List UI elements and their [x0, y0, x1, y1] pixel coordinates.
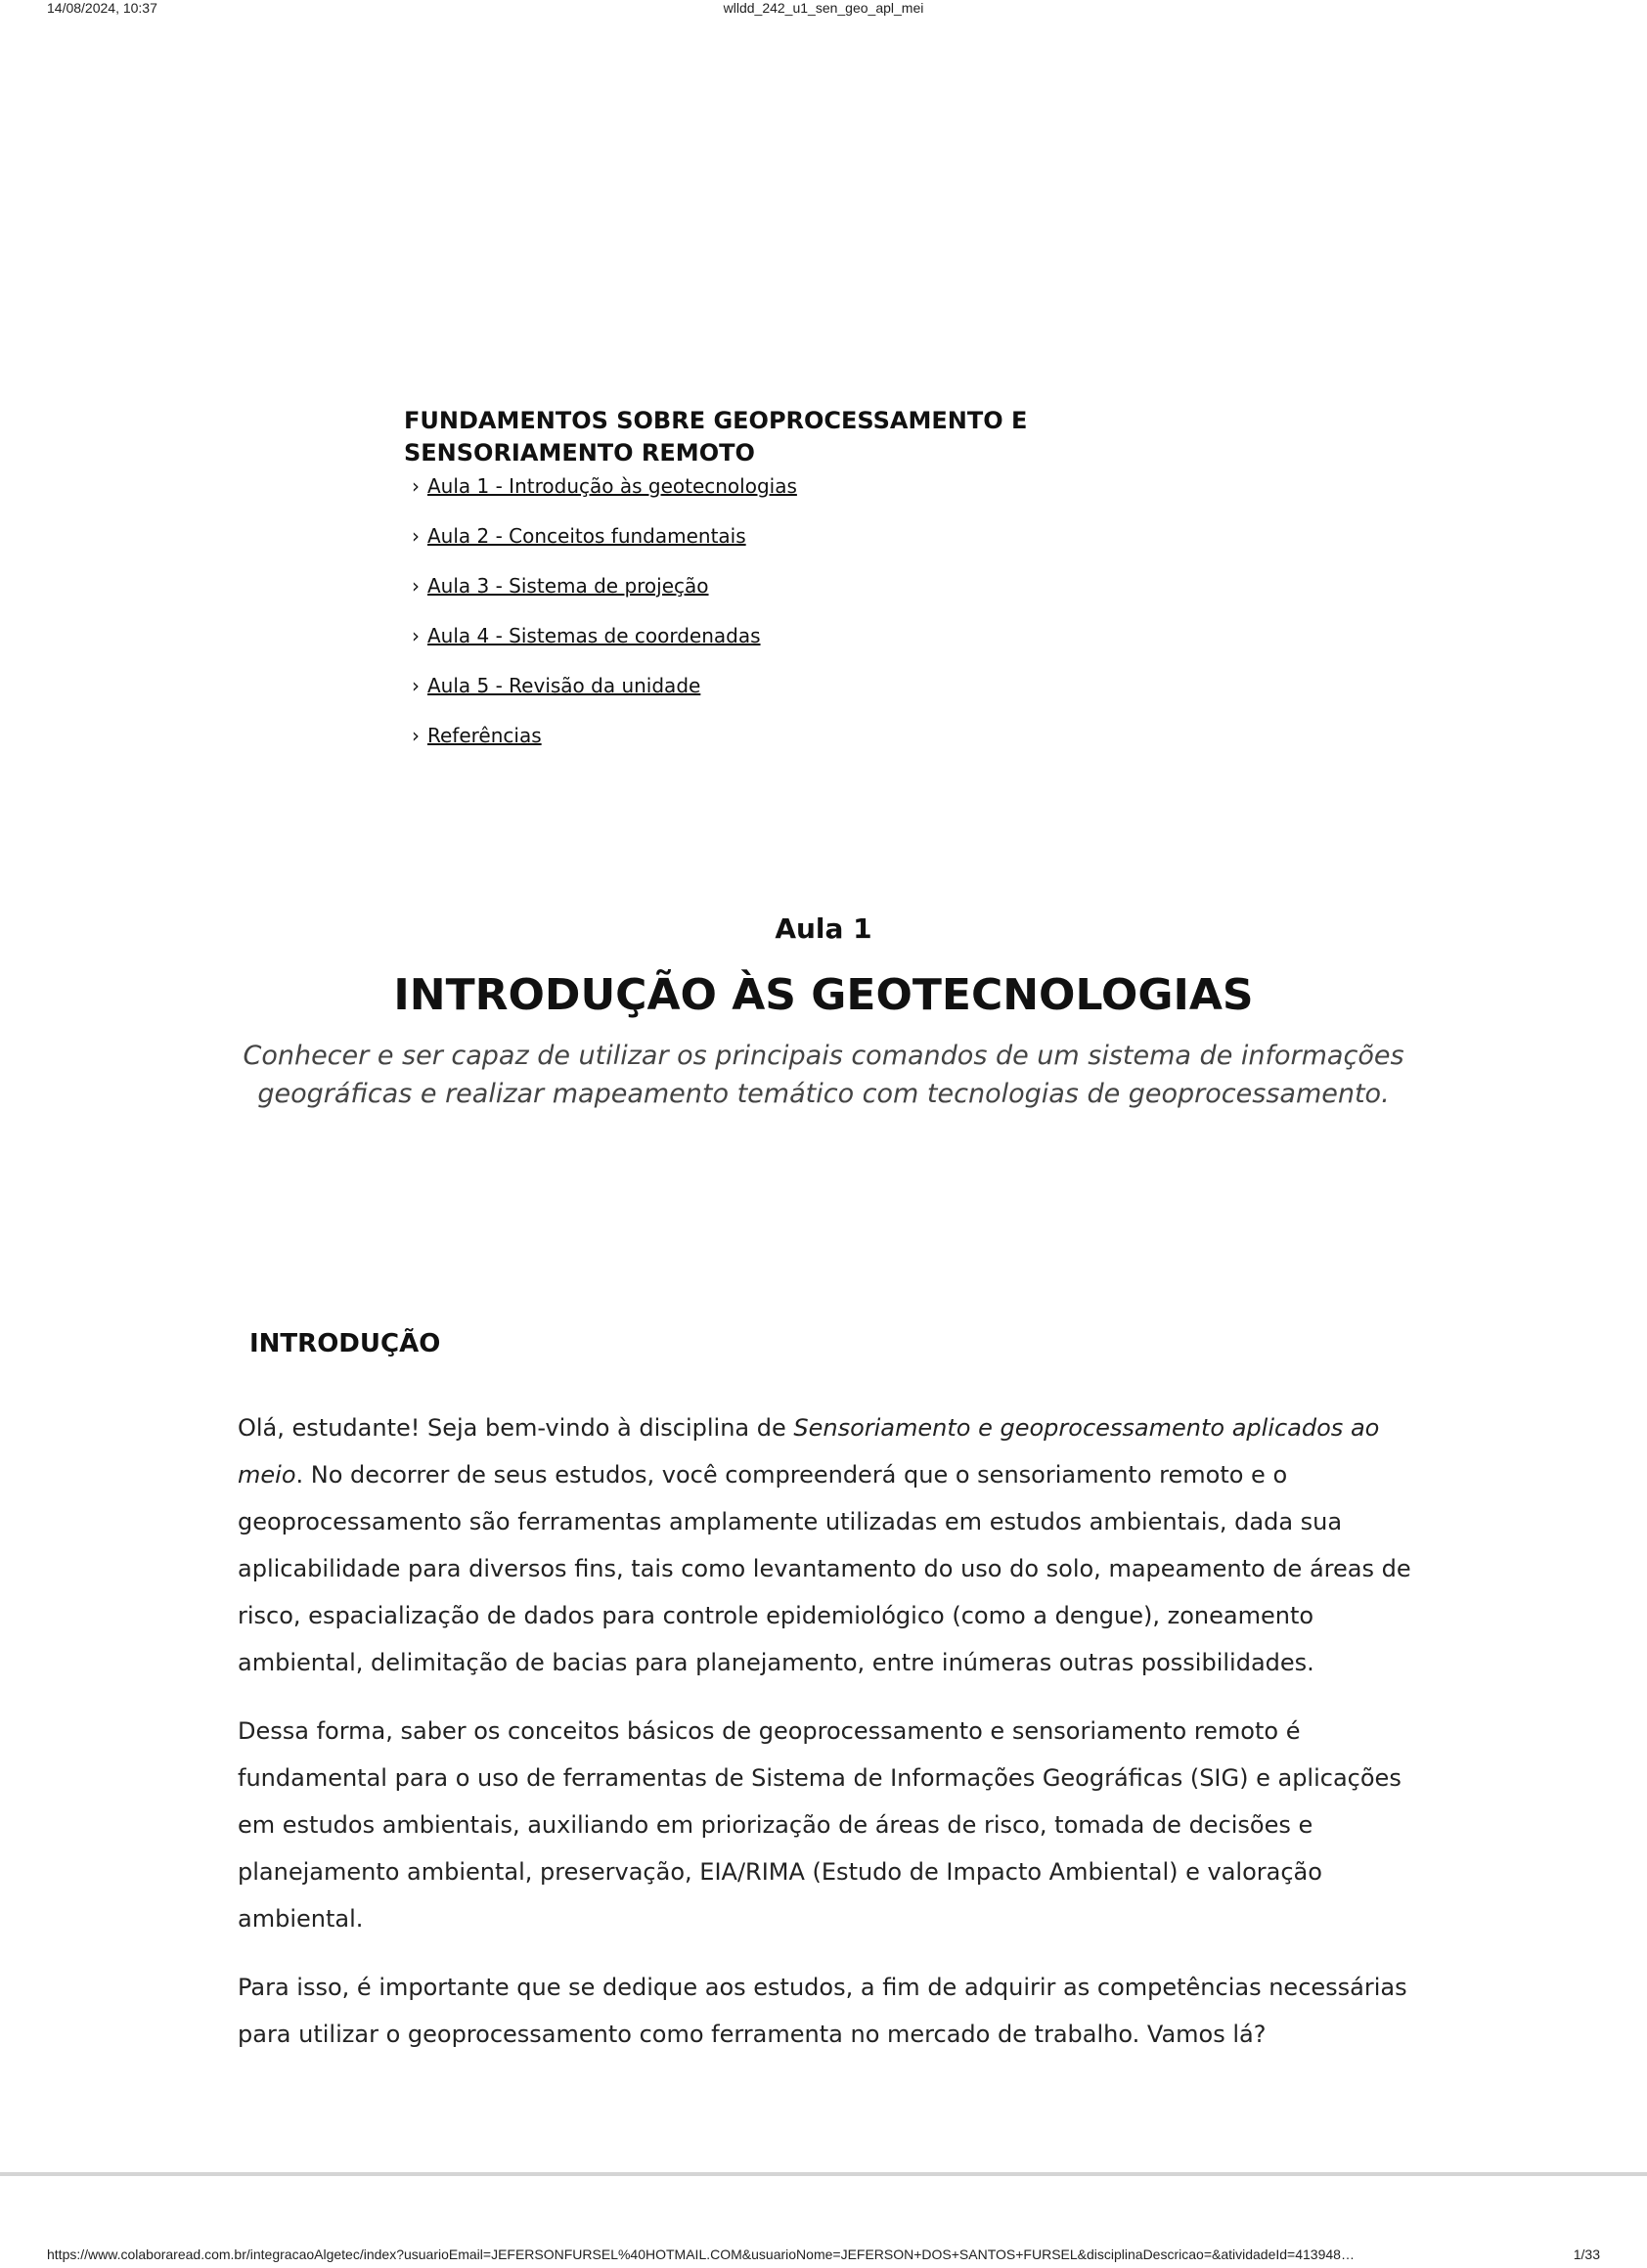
toc-item-aula-4[interactable]: [404, 623, 1284, 673]
course-name: Sensoriamento e geoprocessamento aplicados ao meio: [238, 1414, 1380, 1489]
table-of-contents: [404, 405, 1284, 773]
paragraph-1: [238, 1404, 1441, 1686]
chevron-right-icon: ›: [412, 474, 420, 498]
chevron-right-icon: ›: [412, 574, 420, 598]
chevron-right-icon: ›: [412, 624, 420, 647]
lesson-title: INTRODUÇÃO ÀS GEOTECNOLOGIAS: [393, 970, 1254, 1020]
toc-link-aula-3[interactable]: Aula 3 - Sistema de projeção: [427, 574, 709, 598]
footer-divider: [0, 2172, 1647, 2176]
print-footer: [0, 2246, 1647, 2266]
chevron-right-icon: ›: [412, 524, 420, 548]
section-heading: INTRODUÇÃO: [249, 1329, 441, 1358]
page-number: 1/33: [1573, 2246, 1600, 2262]
toc-list: [404, 473, 1284, 773]
print-doc-title: wlldd_242_u1_sen_geo_apl_mei: [723, 0, 924, 16]
toc-item-aula-1[interactable]: [404, 473, 1284, 523]
paragraph-2: Dessa forma, saber os conceitos básicos de geoprocessamento e sensoriamento remoto é fundamental para o uso de ferramentas de Sistema de Informações Geográficas (SIG) e aplicações em estudos ambientais, auxiliando em priorização de áreas de risco, tomada de decisões e planejamento ambiental, preservação, EIA/RIMA (Estudo de Impacto Ambiental) e valoração ambiental.: [238, 1717, 1402, 1933]
toc-link-aula-1[interactable]: Aula 1 - Introdução às geotecnologias: [427, 474, 797, 498]
paragraph-3: Para isso, é importante que se dedique aos estudos, a fim de adquirir as competências necessárias para utilizar o geoprocessamento como ferramenta no mercado de trabalho. Vamos lá?: [238, 1974, 1407, 2048]
toc-item-aula-2[interactable]: [404, 523, 1284, 573]
introduction-section: [238, 1322, 1441, 2079]
paragraph-1-start: Olá, estudante! Seja bem-vindo à disciplina de: [238, 1414, 794, 1442]
print-datetime: 14/08/2024, 10:37: [47, 0, 157, 16]
print-header: [0, 0, 1647, 22]
toc-link-aula-2[interactable]: Aula 2 - Conceitos fundamentais: [427, 524, 746, 548]
lesson-subtitle: Conhecer e ser capaz de utilizar os principais comandos de um sistema de informações geográficas e realizar mapeamento temático com tecnologias de geoprocessamento.: [243, 1041, 1404, 1109]
toc-link-aula-4[interactable]: Aula 4 - Sistemas de coordenadas: [427, 624, 761, 647]
toc-item-aula-5[interactable]: [404, 673, 1284, 723]
toc-link-aula-5[interactable]: Aula 5 - Revisão da unidade: [427, 674, 701, 697]
lesson-header: [0, 908, 1647, 1113]
toc-item-aula-3[interactable]: [404, 573, 1284, 623]
chevron-right-icon: ›: [412, 724, 420, 747]
toc-title: FUNDAMENTOS SOBRE GEOPROCESSAMENTO E SENSORIAMENTO REMOTO: [404, 407, 1028, 467]
print-url: https://www.colaboraread.com.br/integracaoAlgetec/index?usuarioEmail=JEFERSONFURSEL%40HOTMAIL.COM&usuarioNome=JEFERSON+DOS+SANTOS+FURSEL&disciplinaDescricao=&atividadeId=413948…: [47, 2246, 1355, 2262]
toc-item-referencias[interactable]: [404, 723, 1284, 773]
chevron-right-icon: ›: [412, 674, 420, 697]
lesson-number: Aula 1: [775, 912, 872, 945]
paragraph-1-end: . No decorrer de seus estudos, você compreenderá que o sensoriamento remoto e o geoprocessamento são ferramentas amplamente utilizadas em estudos ambientais, dada sua aplicabilidade para diversos fins, tais como levantamento do uso do solo, mapeamento de áreas de risco, espacialização de dados para controle epidemiológico (como a dengue), zoneamento ambiental, delimitação de bacias para planejamento, entre inúmeras outras possibilidades.: [238, 1461, 1411, 1676]
toc-link-referencias[interactable]: Referências: [427, 724, 542, 747]
